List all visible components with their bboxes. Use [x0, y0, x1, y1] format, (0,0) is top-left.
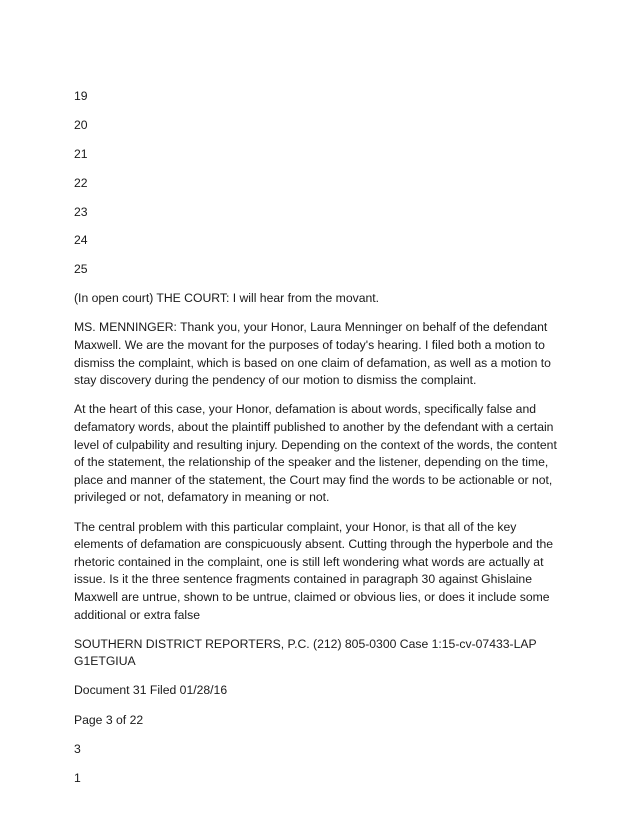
transcript-paragraph-central-problem: The central problem with this particular complaint, your Honor, is that all of the key elements of defamation are conspicuously absent. Cutting through the hyperbole and the rhetoric contained in the complaint, one is still left wondering what words are actually at issue. Is it the three sentence fragments contained in paragraph 30 against Ghislaine Maxwell are untrue, shown to be untrue, claimed or obvious lies, or does it include some additional or extra false — [74, 519, 554, 622]
line-number: 19 — [74, 89, 88, 103]
line-number: 25 — [74, 262, 88, 277]
line-number: 22 — [74, 175, 88, 190]
transcript-paragraph-defamation: At the heart of this case, your Honor, defamation is about words, specifically false and defamatory words, about the plaintiff published to another by the defendant with a certain level of culpability and resulting injury. Depending on the context of the words, the content of the statement, the relationship of the speaker and the listener, depending on the time, place and manner of the statement, the Court may find the words to be actionable or not, privileged or not, defamatory in meaning or not. — [74, 402, 557, 505]
transcript-paragraph-menninger-intro: MS. MENNINGER: Thank you, your Honor, Laura Menninger on behalf of the defendant Maxwell. We are the movant for the purposes of today's hearing. I filed both a motion to dismiss the complaint, which is based on one claim of defamation, as well as a motion to stay discovery during the pendency of our motion to dismiss the complaint. — [74, 320, 551, 388]
transcript-page — [74, 88, 564, 799]
line-number: 24 — [74, 233, 88, 248]
page-count-line: Page 3 of 22 — [74, 712, 144, 727]
transcript-paragraph-court: (In open court) THE COURT: I will hear from the movant. — [74, 291, 380, 306]
line-number: 23 — [74, 204, 88, 219]
page-number: 3 — [74, 741, 81, 756]
document-filed-line: Document 31 Filed 01/28/16 — [74, 683, 228, 698]
line-number-list — [74, 88, 564, 279]
page-footer — [74, 636, 564, 788]
line-start-number: 1 — [74, 771, 81, 786]
reporter-line: SOUTHERN DISTRICT REPORTERS, P.C. (212) 805-0300 Case 1:15-cv-07433-LAP G1ETGIUA — [74, 636, 537, 669]
line-number: 20 — [74, 117, 88, 132]
line-number: 21 — [74, 146, 88, 161]
transcript-body — [74, 290, 564, 624]
